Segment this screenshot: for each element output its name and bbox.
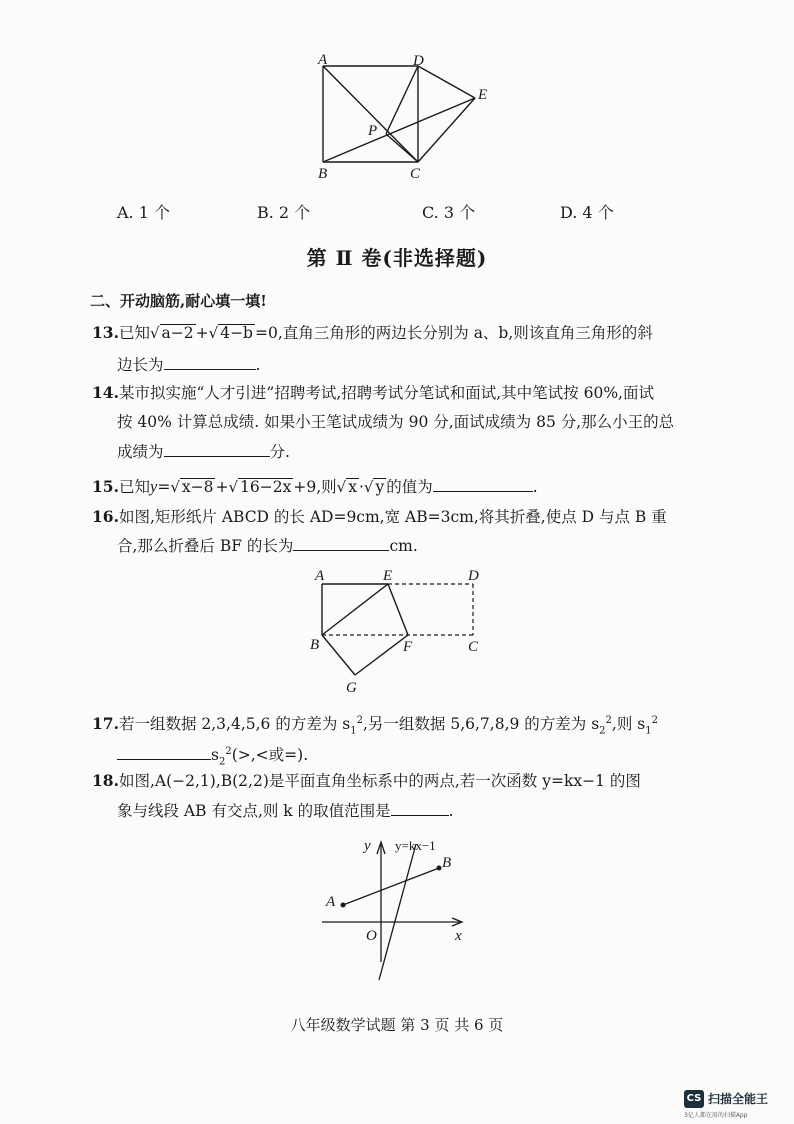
q18-label-b: B [442,855,452,871]
point-label-p: P [368,123,378,139]
q18-label-x-axis: x [455,928,462,944]
section-heading: 二、开动脑筋,耐心填一填! [90,292,267,310]
q13-line2: 边长为 . [117,356,261,374]
q16-label-d: D [468,568,479,584]
q15-radical-1: x−8 [181,478,214,496]
q13-answer-blank[interactable] [164,355,256,370]
logo-tagline: 3亿人都在用的扫描App [684,1112,748,1119]
q15-number: 15. [92,477,119,496]
option-a: A. 1 个 [117,203,170,222]
q17-line1: 17.若一组数据 2,3,4,5,6 的方差为 $s_1^2$,另一组数据 5,6,7,8,9 的方差为 $s_2^2$,则 $s_1^2$ [92,714,658,737]
q14-line1: 14.某市拟实施“人才引进”招聘考试,招聘考试分笔试和面试,其中笔试按 60%,面试 [92,383,654,402]
point-label-a: A [318,52,328,68]
point-label-b: B [318,166,328,182]
q16-label-e: E [383,568,393,584]
page-footer: 八年级数学试题 第 3 页 共 6 页 [290,1016,504,1034]
cs-badge-icon: CS [684,1090,704,1108]
q16-number: 16. [92,507,119,526]
scanner-logo [684,1090,788,1118]
q18-label-a: A [326,894,336,910]
option-c: C. 3 个 [422,203,476,222]
q18-label-origin: O [366,928,377,944]
q17-line2: $s_2^2(>,<$或=). [117,741,308,773]
q18-number: 18. [92,771,119,790]
q16-label-g: G [346,680,357,696]
point-label-e: E [478,87,488,103]
q15-answer-blank[interactable] [433,477,533,492]
q16-line2: 合,那么折叠后 BF 的长为 cm. [117,537,418,555]
q16-line1: 16.如图,矩形纸片 ABCD 的长 AD=9cm,宽 AB=3cm,将其折叠,使点 D 与点 B 重 [92,507,667,526]
q16-label-a: A [315,568,325,584]
q13-number: 13. [92,323,119,342]
q14-number: 14. [92,383,119,402]
q17-number: 17. [92,714,119,734]
q18-answer-blank[interactable] [391,801,449,816]
q15-radical-3: x [348,478,357,496]
logo-name: 扫描全能王 [708,1092,769,1106]
q18-line2: 象与线段 AB 有交点,则 k 的取值范围是 . [117,802,454,820]
q13-line1: 13.已知√ a−2 +√ 4−b =0,直角三角形的两边长分别为 a、b,则该直角三角形的斜 [92,323,653,342]
q13-radical-2: 4−b [220,324,253,342]
q16-figure [305,562,495,697]
q15-line1: 15.已知y=√ x−8 +√ 16−2x +9,则√ x ·√ y 的值为 . [92,477,538,496]
q16-label-b: B [310,637,320,653]
q18-line1: 18.如图,A(−2,1),B(2,2)是平面直角坐标系中的两点,若一次函数 y=kx−1 的图 [92,771,641,790]
q15-radical-4: y [375,478,385,496]
q18-figure [318,832,488,982]
q16-label-f: F [403,639,413,655]
top-figure [300,50,500,185]
option-b: B. 2 个 [257,203,311,222]
q14-line3: 成绩为 分. [117,443,290,461]
q15-radical-2: 16−2x [240,478,292,496]
q16-answer-blank[interactable] [293,536,389,551]
q18-label-y-axis: y [364,838,371,854]
option-d: D. 4 个 [560,203,614,222]
q14-line2: 按 40% 计算总成绩. 如果小王笔试成绩为 90 分,面试成绩为 85 分,那么小王的总 [117,413,675,431]
volume-title: 第 Ⅱ 卷(非选择题) [306,246,488,270]
q14-answer-blank[interactable] [164,442,270,457]
point-label-d: D [413,53,424,69]
q13-radical-1: a−2 [161,324,194,342]
q17-answer-blank[interactable] [117,745,211,760]
point-label-c: C [410,166,421,182]
q18-label-line: y=kx−1 [395,838,436,853]
q16-label-c: C [468,639,479,655]
